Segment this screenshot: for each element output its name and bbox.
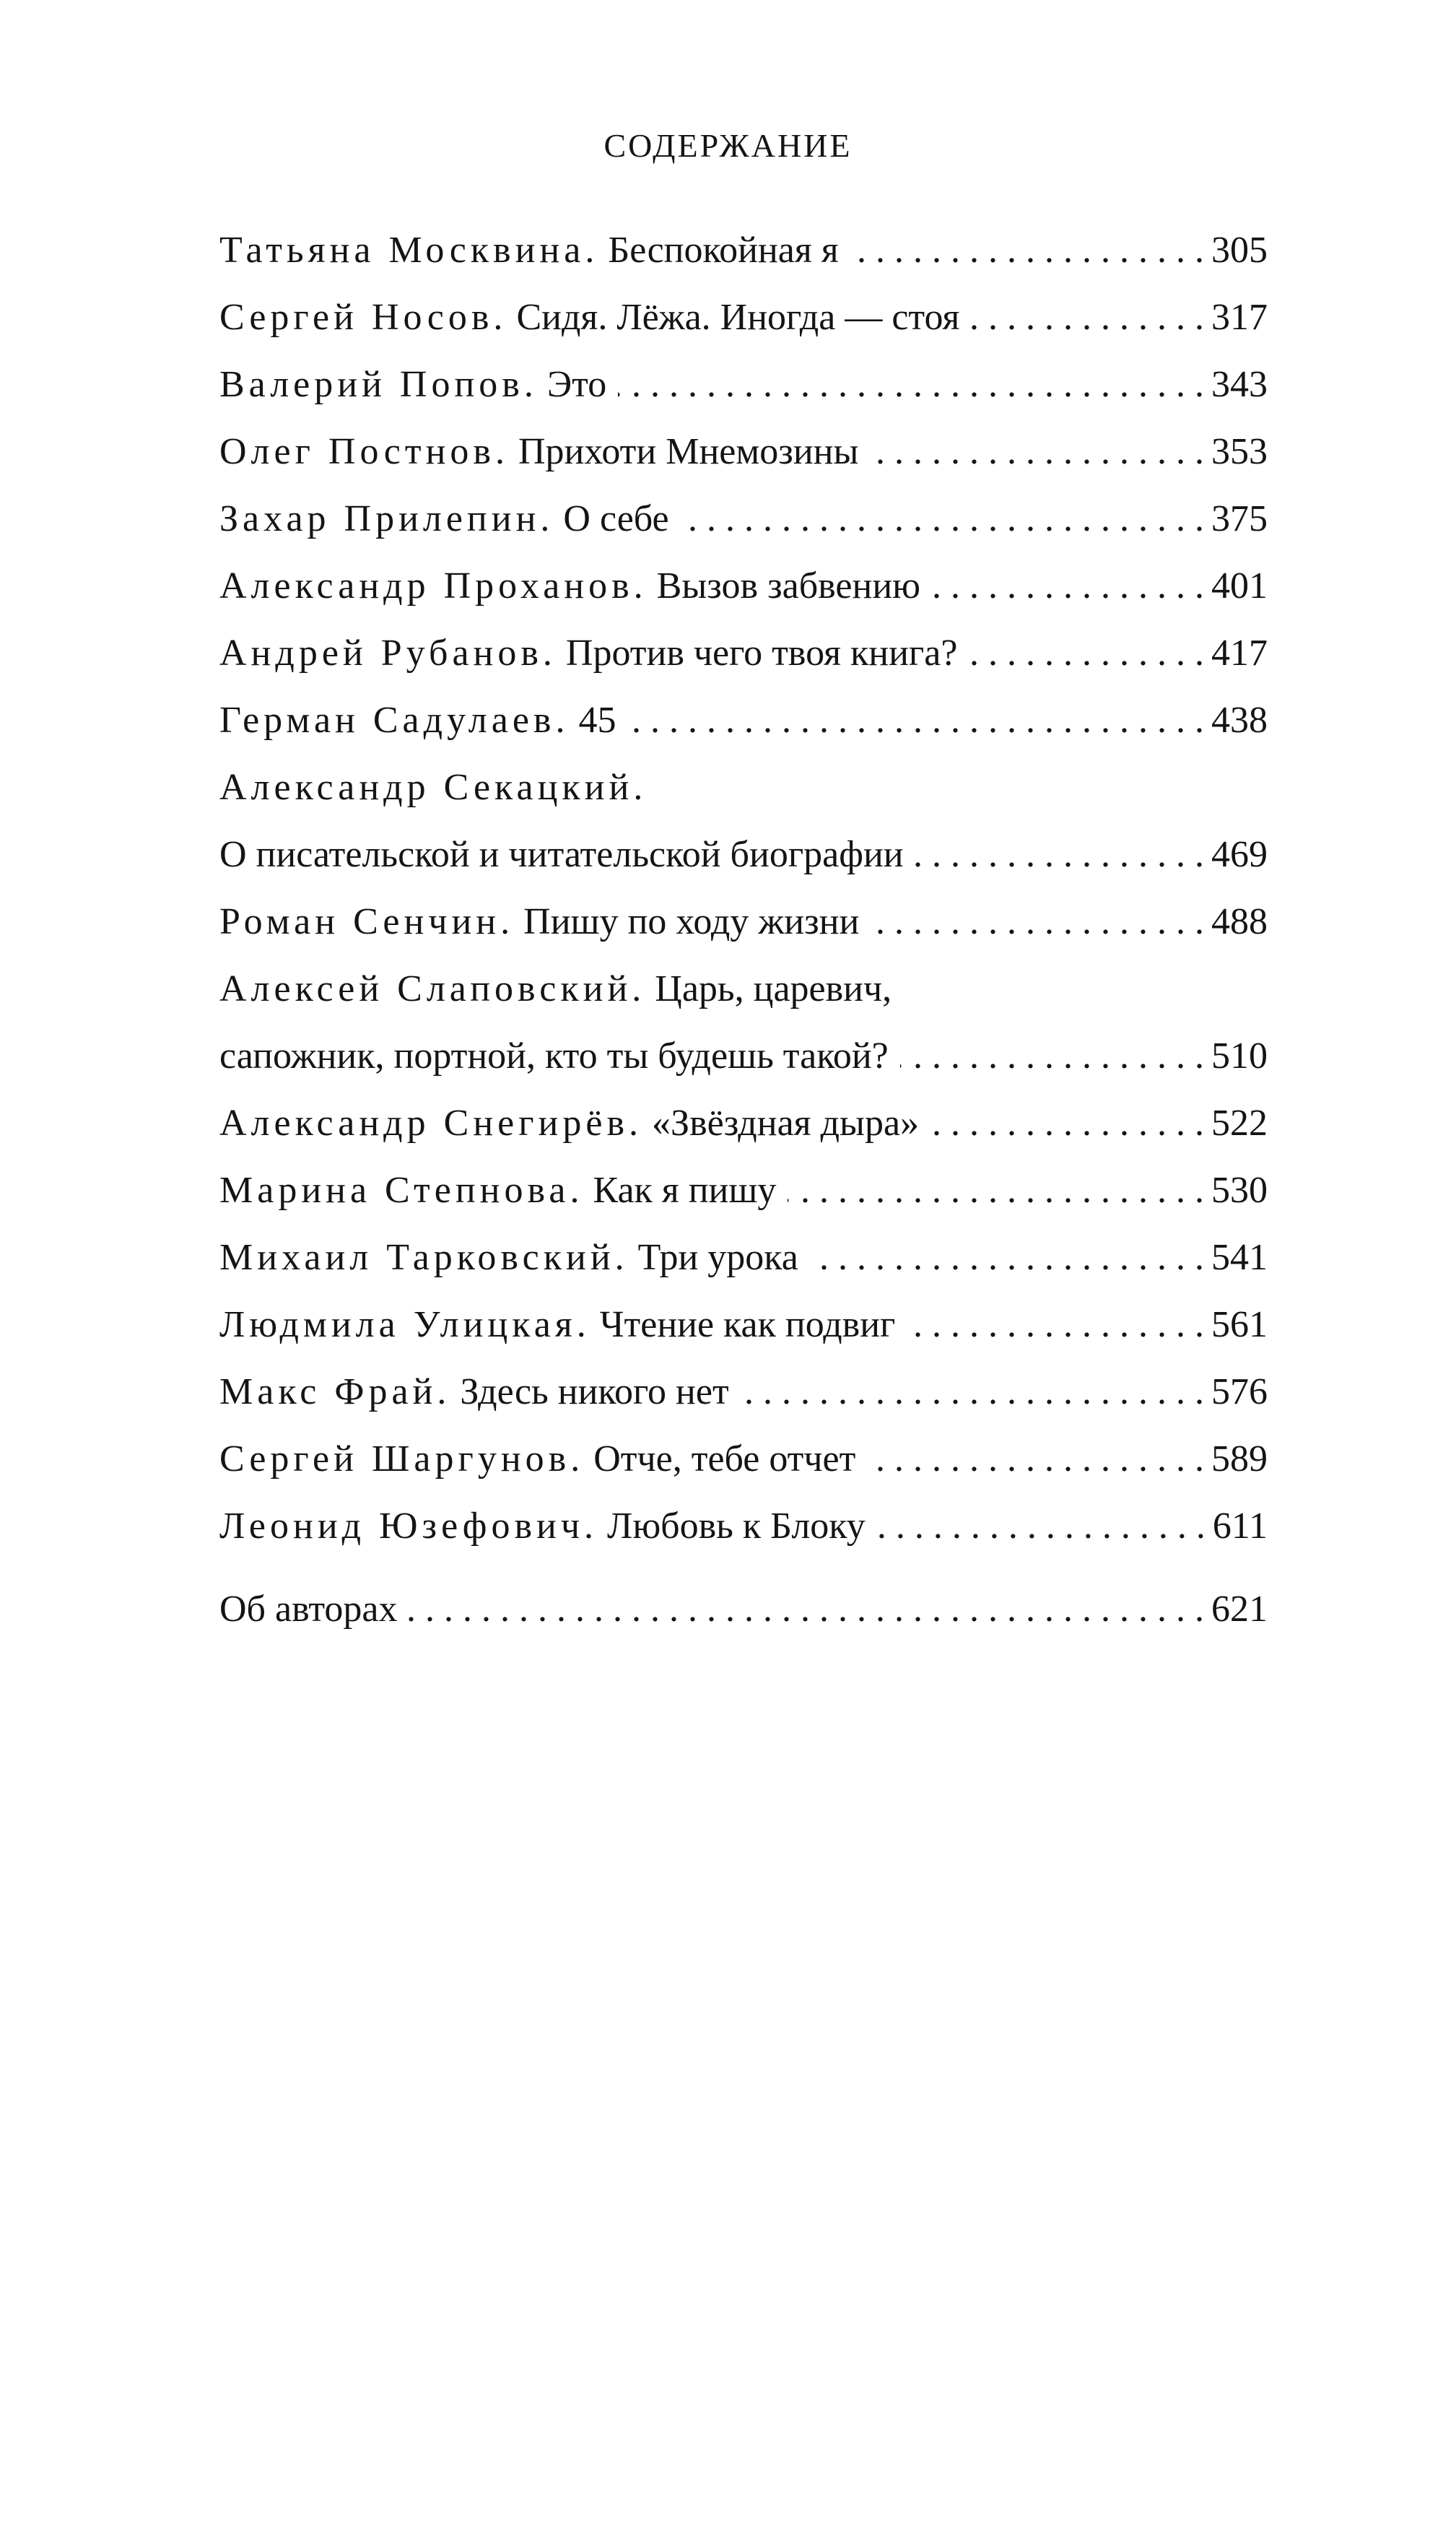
entry-title: Вызов забвению — [656, 565, 920, 607]
entry-title: «Звёздная дыра» — [652, 1103, 920, 1144]
entry-page-number: 561 — [1211, 1304, 1268, 1345]
toc-entry-moskvina — [219, 217, 1268, 284]
entry-author: Александр Проханов. — [219, 565, 648, 607]
entry-author: Марина Степнова. — [219, 1170, 584, 1211]
entry-page-number: 522 — [1211, 1103, 1268, 1144]
toc-entry-nosov — [219, 284, 1268, 351]
entry-page-number: 317 — [1211, 297, 1268, 338]
entry-title-line1: Царь, царевич, — [655, 968, 892, 1009]
dot-leader — [627, 687, 1204, 754]
toc-entry-fry — [219, 1358, 1268, 1425]
toc-entry-yuzefovich — [219, 1493, 1268, 1560]
entry-page-number: 541 — [1211, 1237, 1268, 1278]
toc-entry-rubanov — [219, 620, 1268, 687]
entry-page-number: 469 — [1211, 834, 1268, 875]
toc-entry-popov — [219, 351, 1268, 418]
entry-title: Три урока — [637, 1237, 798, 1278]
dot-leader — [681, 485, 1204, 552]
toc-entry-prokhanov — [219, 552, 1268, 620]
entry-author: Александр Снегирёв. — [219, 1103, 643, 1144]
entry-title: Беспокойная я — [608, 230, 839, 271]
entry-page-number: 417 — [1211, 633, 1268, 674]
dot-leader — [932, 552, 1204, 620]
entry-title: Пишу по ходу жизни — [523, 901, 860, 942]
toc-entry-sekatsky — [219, 754, 1268, 888]
toc-entry-slapovsky — [219, 955, 1268, 1090]
entry-page-number: 611 — [1212, 1506, 1268, 1547]
dot-leader — [969, 620, 1204, 687]
entry-title: Об авторах — [219, 1589, 398, 1630]
entry-page-number: 576 — [1211, 1371, 1268, 1412]
toc-entry-prilepin — [219, 485, 1268, 552]
entry-author: Алексей Слаповский. — [219, 968, 646, 1009]
entry-author: Андрей Рубанов. — [219, 633, 557, 674]
entry-page-number: 375 — [1211, 498, 1268, 539]
dot-leader — [409, 1576, 1204, 1643]
entry-page-number: 438 — [1211, 700, 1268, 741]
entry-title: Против чего твоя книга? — [565, 633, 958, 674]
dot-leader — [915, 821, 1204, 888]
entry-page-number: 530 — [1211, 1170, 1268, 1211]
entry-author: Захар Прилепин. — [219, 498, 554, 539]
dot-leader — [971, 284, 1204, 351]
toc-list — [219, 217, 1268, 1643]
dot-leader — [618, 351, 1204, 418]
entry-title: Как я пишу — [593, 1170, 777, 1211]
entry-title: О себе — [563, 498, 669, 539]
dot-leader — [867, 1425, 1204, 1493]
entry-title: Сидя. Лёжа. Иногда — стоя — [516, 297, 960, 338]
dot-leader — [870, 418, 1204, 485]
entry-author: Роман Сенчин. — [219, 901, 515, 942]
entry-title: Любовь к Блоку — [607, 1506, 866, 1547]
toc-entry-about-authors — [219, 1576, 1268, 1643]
toc-heading: СОДЕРЖАНИЕ — [603, 127, 853, 164]
dot-leader — [900, 1022, 1204, 1090]
dot-leader — [741, 1358, 1204, 1425]
toc-entry-snegirev — [219, 1090, 1268, 1157]
dot-leader — [877, 1493, 1206, 1560]
dot-leader — [810, 1224, 1204, 1291]
entry-title: Это — [546, 364, 607, 405]
entry-author: Сергей Носов. — [219, 297, 507, 338]
entry-title: Чтение как подвиг — [599, 1304, 896, 1345]
toc-entry-sadulaev — [219, 687, 1268, 754]
entry-author: Леонид Юзефович. — [219, 1506, 598, 1547]
dot-leader — [850, 217, 1204, 284]
toc-entry-tarkovsky — [219, 1224, 1268, 1291]
toc-entry-postnov — [219, 418, 1268, 485]
dot-leader — [930, 1090, 1204, 1157]
entry-author: Олег Постнов. — [219, 431, 509, 472]
entry-author: Макс Фрай. — [219, 1371, 451, 1412]
entry-title: Отче, тебе отчет — [593, 1438, 856, 1480]
entry-page-number: 621 — [1211, 1589, 1268, 1630]
entry-author: Людмила Улицкая. — [219, 1304, 590, 1345]
entry-page-number: 589 — [1211, 1438, 1268, 1480]
entry-page-number: 343 — [1211, 364, 1268, 405]
toc-entry-stepnova — [219, 1157, 1268, 1224]
dot-leader — [907, 1291, 1204, 1358]
entry-page-number: 305 — [1211, 230, 1268, 271]
dot-leader — [788, 1157, 1204, 1224]
entry-title: Здесь никого нет — [460, 1371, 729, 1412]
entry-author: Татьяна Москвина. — [219, 230, 599, 271]
entry-author: Валерий Попов. — [219, 364, 538, 405]
entry-author: Сергей Шаргунов. — [219, 1438, 585, 1480]
entry-author: Герман Садулаев. — [219, 700, 570, 741]
dot-leader — [871, 888, 1204, 955]
toc-entry-senchin — [219, 888, 1268, 955]
entry-page-number: 353 — [1211, 431, 1268, 472]
entry-title: сапожник, портной, кто ты будешь такой? — [219, 1035, 889, 1077]
toc-entry-shargunov — [219, 1425, 1268, 1493]
entry-title: Прихоти Мнемозины — [518, 431, 859, 472]
toc-entry-ulitskaya — [219, 1291, 1268, 1358]
entry-page-number: 510 — [1211, 1035, 1268, 1077]
entry-author: Михаил Тарковский. — [219, 1237, 629, 1278]
entry-author: Александр Секацкий. — [219, 767, 648, 808]
entry-page-number: 401 — [1211, 565, 1268, 607]
entry-title: О писательской и читательской биографии — [219, 834, 904, 875]
entry-title: 45 — [578, 700, 616, 741]
entry-page-number: 488 — [1211, 901, 1268, 942]
